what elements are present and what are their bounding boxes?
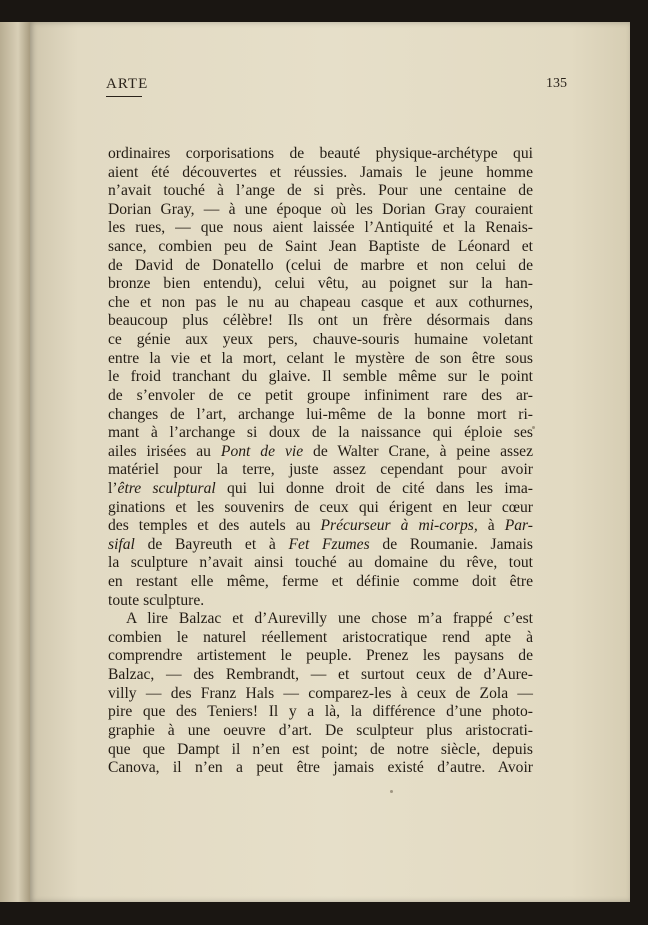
text-line: Balzac, — des Rembrandt, — et surtout ceux de d’Aure- [108, 666, 533, 684]
text-line: aient été découvertes et réussies. Jamais le jeune homme [108, 163, 533, 181]
text-line [108, 480, 533, 499]
text-segment: des temples et des autels au [108, 517, 321, 535]
text-line: pire que des Teniers! Il y a là, la différence d’une photo- [108, 703, 533, 721]
text-line: combien le naturel réellement aristocratique rend apte à [108, 628, 533, 646]
text-line: n’avait touché à l’ange de si près. Pour une centaine de [108, 182, 533, 200]
text-segment: qui lui donne droit de cité dans les ima- [215, 479, 533, 497]
text-segment: de Roumanie. Jamais [369, 535, 533, 553]
text-line: en restant elle même, ferme et définie comme doit être [108, 573, 533, 591]
text-line: sance, combien peu de Saint Jean Baptiste de Léonard et [108, 238, 533, 256]
text-line: A lire Balzac et d’Aurevilly une chose m’a frappé c’est [126, 610, 533, 628]
text-line: la sculpture n’avait ainsi touché au domaine du rêve, tout [108, 554, 533, 572]
text-line: graphie à une oeuvre d’art. De sculpteur plus aristocrati- [108, 721, 533, 739]
text-segment: ailes irisées au [108, 442, 221, 460]
running-head-underline [106, 96, 142, 97]
text-line: les rues, — que nous aient laissée l’Antiquité et la Renais- [108, 219, 533, 237]
text-line [108, 536, 533, 555]
text-line: villy — des Franz Hals — comparez-les à ceux de Zola — [108, 684, 533, 702]
text-line: comprendre artistement le peuple. Prenez les paysans de [108, 647, 533, 665]
text-line: Canova, il n’en a peut être jamais existé d’autre. Avoir [108, 759, 533, 777]
text-line: entre la vie et la mort, celant le mystère de son être sous [108, 349, 533, 367]
running-head: ARTE [106, 76, 149, 92]
text-line: de David de Donatello (celui de marbre et non celui de [108, 256, 533, 274]
italic-title: sifal [108, 535, 135, 553]
italic-title: être sculptural [117, 479, 216, 497]
text-line: Dorian Gray, — à une époque où les Dorian Gray couraient [108, 200, 533, 218]
text-line: de s’envoler de ce petit groupe infiniment rare des ar- [108, 386, 533, 404]
text-line: che et non pas le nu au chapeau casque et aux cothurnes, [108, 293, 533, 311]
text-line: ce génie aux yeux pers, chauve-souris humaine voletant [108, 331, 533, 349]
text-line: mant à l’archange si doux de la naissance qui éploie ses [108, 424, 533, 442]
italic-title: Par- [504, 517, 533, 535]
italic-title: Précurseur à mi-corps, [320, 517, 478, 535]
text-segment: à [477, 517, 505, 535]
italic-title: Pont de vie [220, 442, 304, 460]
previous-page-edge [0, 22, 30, 902]
text-segment: de Bayreuth et à [134, 535, 289, 553]
text-line: changes de l’art, archange lui-même de la bonne mort ri- [108, 405, 533, 423]
text-line: le froid tranchant du glaive. Il semble même sur le point [108, 368, 533, 386]
text-line: ordinaires corporisations de beauté physique-archétype qui [108, 145, 533, 162]
text-line [108, 517, 533, 536]
text-line: toute sculpture. [108, 591, 205, 609]
text-line: bronze bien entendu), celui vêtu, au poignet sur la han- [108, 275, 533, 293]
italic-title: Fet Fzumes [288, 535, 370, 553]
text-line: que que Dampt il n’en est point; de notre siècle, depuis [108, 740, 533, 758]
paper-speck [390, 790, 393, 793]
text-line: ginations et les souvenirs de ceux qui érigent en leur cœur [108, 498, 533, 516]
text-segment: l’ [108, 479, 118, 497]
page-number: 135 [546, 76, 567, 91]
text-segment: de Walter Crane, à peine assez [303, 442, 534, 460]
page-header [106, 76, 566, 100]
text-line [108, 443, 533, 462]
text-line: beaucoup plus célèbre! Ils ont un frère désormais dans [108, 312, 533, 330]
text-line: matériel pour la terre, juste assez cependant pour avoir [108, 461, 533, 479]
body-text [108, 145, 533, 778]
